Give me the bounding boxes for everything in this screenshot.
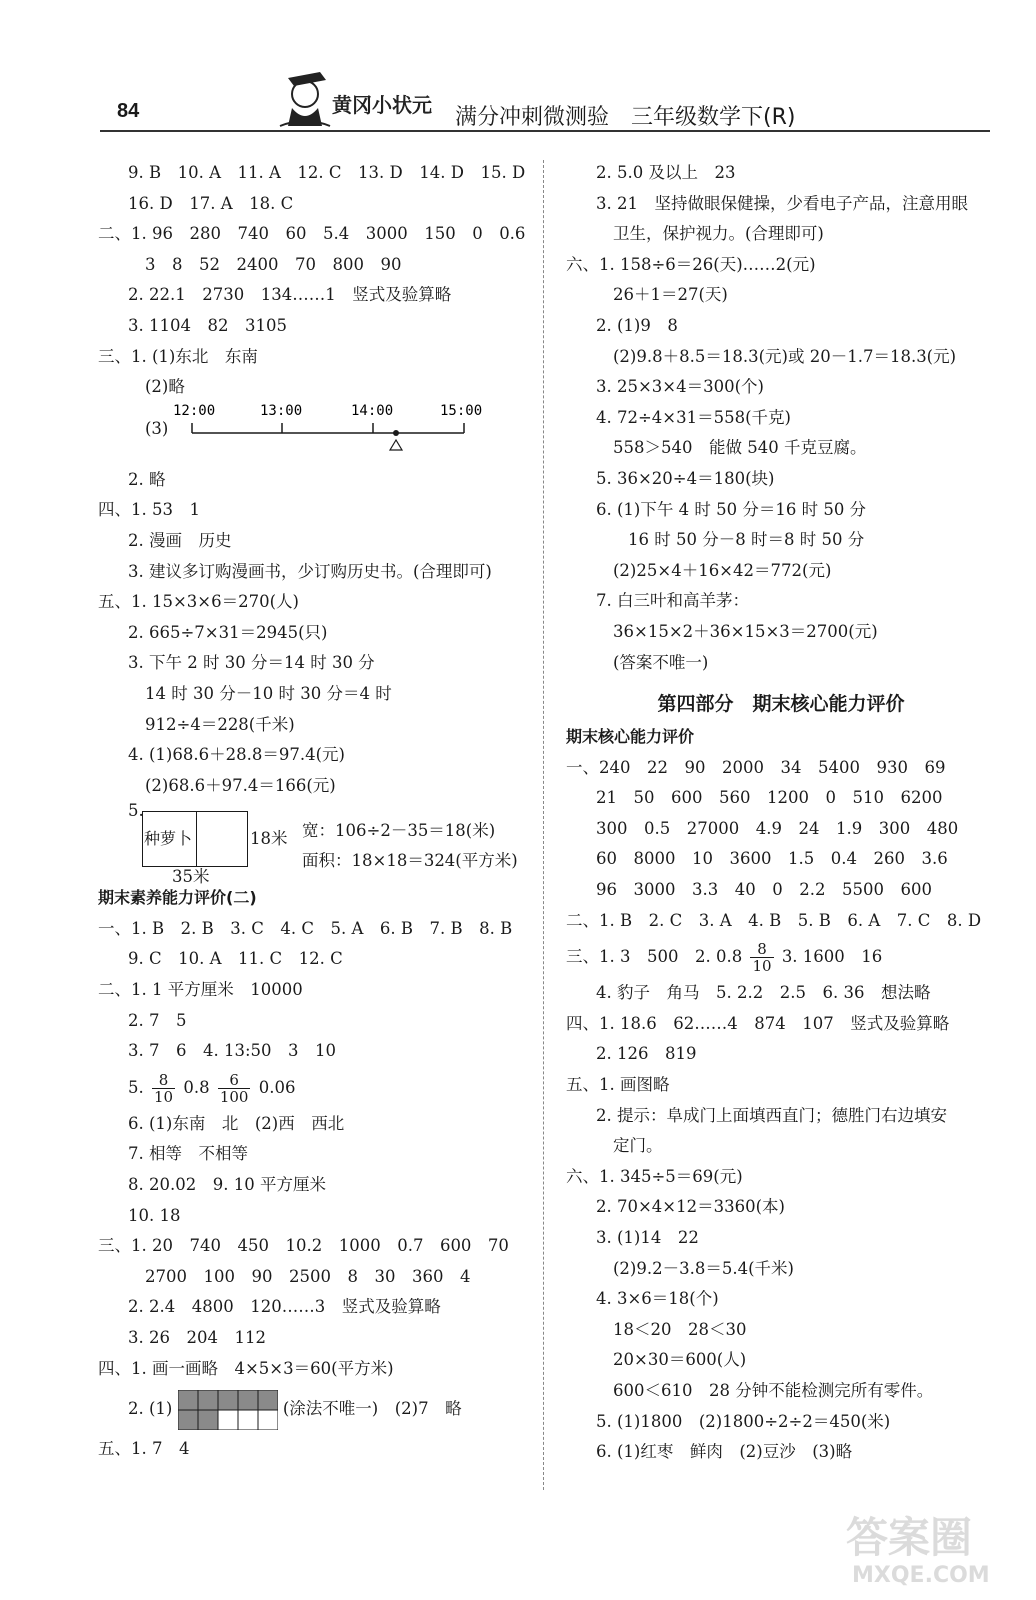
answer-line: 14 时 30 分－10 时 30 分＝4 时 xyxy=(145,683,392,703)
answer-line: 7. 白三叶和高羊茅： xyxy=(596,591,749,611)
left-column xyxy=(98,158,538,1465)
side-length: 18米 xyxy=(250,829,288,849)
fraction xyxy=(152,1072,175,1105)
answer-line: 3. 建议多订购漫画书，少订购历史书。(合理即可) xyxy=(128,561,492,581)
subsection-title: 期末素养能力评价(二) xyxy=(98,888,257,908)
shaded-grid xyxy=(178,1390,278,1430)
denominator: 10 xyxy=(154,1087,174,1106)
answer-line: 3. 7 6 4. 13:50 3 10 xyxy=(128,1041,337,1061)
numerator: 6 xyxy=(218,1072,251,1089)
answer-line: 3. 1104 82 3105 xyxy=(128,315,287,335)
answer-line: (2)25×4＋16×42＝772(元) xyxy=(613,560,832,580)
answer-line: 3. 下午 2 时 30 分＝14 时 30 分 xyxy=(128,653,375,673)
answer-line: 2. 22.1 2730 134……1 竖式及验算略 xyxy=(128,285,452,305)
answer-line: 2. 2.4 4800 120……3 竖式及验算略 xyxy=(128,1297,441,1317)
answer-line: 36×15×2＋36×15×3＝2700(元) xyxy=(613,621,878,641)
answer-line: 四、1. 18.6 62……4 874 107 竖式及验算略 xyxy=(566,1013,950,1033)
answer-line: 2. 略 xyxy=(128,469,166,489)
grid-answer-line xyxy=(98,1384,538,1434)
grid-empty-cells xyxy=(218,1410,278,1430)
item-number: 2. (1) xyxy=(128,1399,173,1419)
answer-line: 卫生，保护视力。(合理即可) xyxy=(613,224,824,244)
fraction-line xyxy=(566,936,996,978)
answer-line: 4. 豹子 角马 5. 2.2 2.5 6. 36 想法略 xyxy=(596,983,931,1003)
answer-line: 9. B 10. A 11. A 12. C 13. D 14. D 15. D xyxy=(128,163,526,182)
answer-line: (答案不唯一) xyxy=(613,652,709,672)
answer-line: 一、1. B 2. B 3. C 4. C 5. A 6. B 7. B 8. B xyxy=(98,918,513,938)
answer-line: 五、1. 画图略 xyxy=(566,1075,670,1095)
time-point xyxy=(393,430,399,436)
logo-text: 黄冈小状元 xyxy=(332,93,432,117)
fraction xyxy=(750,941,773,974)
area-equation: 面积：18×18＝324(平方米) xyxy=(302,851,518,871)
grid-shaded-row xyxy=(178,1390,278,1410)
answer-line: 二、1. 96 280 740 60 5.4 3000 150 0 0.6 xyxy=(98,224,526,244)
answer-line: 96 3000 3.3 40 0 2.2 5500 600 xyxy=(596,880,932,900)
denominator: 100 xyxy=(219,1087,249,1106)
garden-rect xyxy=(142,811,248,867)
answer-line: 2. 126 819 xyxy=(596,1044,697,1064)
header-rule xyxy=(100,130,990,132)
tick-label: 12:00 xyxy=(173,402,216,419)
tick-label: 13:00 xyxy=(260,402,303,419)
answer-line: 16 时 50 分－8 时＝8 时 50 分 xyxy=(628,530,865,550)
answer-line: 60 8000 10 3600 1.5 0.4 260 3.6 xyxy=(596,849,948,869)
answer-line: 三、1. (1)东北 东南 xyxy=(98,346,258,366)
garden-diagram xyxy=(98,801,538,887)
tick-label: 15:00 xyxy=(440,402,483,419)
item-number: 5. xyxy=(128,1077,144,1097)
watermark-url: MXQE.COM xyxy=(852,1563,990,1588)
answer-line: 558＞540 能做 540 千克豆腐。 xyxy=(613,438,867,458)
plot-label: 种萝卜 xyxy=(144,829,193,849)
timeline-diagram xyxy=(98,403,538,465)
answer-line: (2)略 xyxy=(145,377,185,397)
decimal-value: 0.8 xyxy=(183,1077,210,1097)
answer-line: 4. 72÷4×31＝558(千克) xyxy=(596,407,791,427)
answer-line: 六、1. 345÷5＝69(元) xyxy=(566,1166,743,1186)
timeline-svg xyxy=(98,403,518,465)
answer-line: 2. 70×4×12＝3360(本) xyxy=(596,1197,785,1217)
answer-line: 3. 26 204 112 xyxy=(128,1328,266,1347)
answer-line: 四、1. 画一画略 4×5×3＝60(平方米) xyxy=(98,1358,394,1378)
answer-line: 定门。 xyxy=(613,1136,663,1156)
answer-text: 三、1. 3 500 2. 0.8 xyxy=(566,947,743,967)
subsection-title: 期末核心能力评价 xyxy=(566,727,695,747)
diagram-number: 5. xyxy=(128,801,144,821)
answer-line: 300 0.5 27000 4.9 24 1.9 300 480 xyxy=(596,818,959,838)
answer-line: 一、240 22 90 2000 34 5400 930 69 xyxy=(566,757,946,777)
answer-line: 四、1. 53 1 xyxy=(98,500,200,520)
fraction xyxy=(218,1072,251,1105)
answer-line: 2. 665÷7×31＝2945(只) xyxy=(128,622,328,642)
answer-line: 六、1. 158÷6＝26(天)……2(元) xyxy=(566,254,816,274)
answer-line: 二、1. B 2. C 3. A 4. B 5. B 6. A 7. C 8. D xyxy=(566,910,982,930)
answer-line: (2)9.8＋8.5＝18.3(元)或 20－1.7＝18.3(元) xyxy=(613,346,957,366)
triangle-marker xyxy=(390,440,402,450)
width-equation: 宽：106÷2－35＝18(米) xyxy=(302,821,496,841)
timeline-label: (3) xyxy=(145,418,169,438)
section-title: 第四部分 期末核心能力评价 xyxy=(657,693,905,716)
answer-line: 912÷4＝228(千米) xyxy=(145,714,295,734)
answer-line: 五、1. 15×3×6＝270(人) xyxy=(98,592,299,612)
answer-line: 20×30＝600(人) xyxy=(613,1350,747,1370)
column-divider xyxy=(543,160,544,1490)
watermark xyxy=(838,1500,1008,1590)
page-number: 84 xyxy=(117,100,140,122)
answer-line: 6. (1)东南 北 (2)西 西北 xyxy=(128,1113,345,1133)
answer-line: 7. 相等 不相等 xyxy=(128,1144,248,1164)
answer-text: 3. 1600 16 xyxy=(781,947,883,967)
answer-line: 3. (1)14 22 xyxy=(596,1228,699,1247)
answer-text: (涂法不唯一) (2)7 略 xyxy=(282,1399,462,1419)
answer-line: 21 50 600 560 1200 0 510 6200 xyxy=(596,788,943,808)
numerator: 8 xyxy=(750,941,773,958)
bottom-length: 35米 xyxy=(172,867,210,887)
answer-line: 2. 提示：阜成门上面填西直门；德胜门右边填安 xyxy=(596,1105,947,1125)
denominator: 10 xyxy=(752,957,772,976)
tick-label: 14:00 xyxy=(351,402,394,419)
answer-line: 9. C 10. A 11. C 12. C xyxy=(128,949,343,969)
answer-line: 16. D 17. A 18. C xyxy=(128,193,294,213)
answer-line: 600＜610 28 分钟不能检测完所有零件。 xyxy=(613,1380,934,1400)
answer-line: 2. 漫画 历史 xyxy=(128,530,232,550)
answer-line: 4. 3×6＝18(个) xyxy=(596,1289,719,1309)
divider-line xyxy=(196,812,197,866)
answer-line: 2700 100 90 2500 8 30 360 4 xyxy=(145,1266,471,1286)
answer-line: 五、1. 7 4 xyxy=(98,1439,190,1459)
book-title: 满分冲刺微测验 三年级数学下(R) xyxy=(455,105,796,130)
answer-line: 2. 5.0 及以上 23 xyxy=(596,163,736,182)
answer-line: 2. 7 5 xyxy=(128,1010,187,1030)
brand-logo xyxy=(270,64,455,134)
right-column xyxy=(566,158,996,1468)
answer-line: 8. 20.02 9. 10 平方厘米 xyxy=(128,1175,326,1195)
answer-line: 10. 18 xyxy=(128,1205,181,1225)
answer-line: 三、1. 20 740 450 10.2 1000 0.7 600 70 xyxy=(98,1236,509,1256)
answer-line: 4. (1)68.6＋28.8＝97.4(元) xyxy=(128,745,345,765)
answer-line: 6. (1)红枣 鲜肉 (2)豆沙 (3)略 xyxy=(596,1442,853,1462)
answer-line: 2. (1)9 8 xyxy=(596,315,678,335)
answer-line: 6. (1)下午 4 时 50 分＝16 时 50 分 xyxy=(596,499,867,519)
answer-line: (2)9.2－3.8＝5.4(千米) xyxy=(613,1258,794,1278)
answer-line: 二、1. 1 平方厘米 10000 xyxy=(98,980,303,1000)
answer-line: 5. 36×20÷4＝180(块) xyxy=(596,468,775,488)
fraction-line xyxy=(98,1067,538,1109)
answer-line: 3 8 52 2400 70 800 90 xyxy=(145,254,402,274)
watermark-text: 答案圈 xyxy=(846,1513,973,1562)
answer-line: 18＜20 28＜30 xyxy=(613,1319,747,1339)
answer-line: 3. 25×3×4＝300(个) xyxy=(596,377,764,397)
numerator: 8 xyxy=(152,1072,175,1089)
answer-line: 5. (1)1800 (2)1800÷2÷2＝450(米) xyxy=(596,1411,891,1431)
answer-line: 3. 21 坚持做眼保健操，少看电子产品，注意用眼 xyxy=(596,193,968,213)
decimal-value: 0.06 xyxy=(258,1077,296,1097)
answer-line: 26＋1＝27(天) xyxy=(613,285,728,305)
answer-line: (2)68.6＋97.4＝166(元) xyxy=(145,775,336,795)
